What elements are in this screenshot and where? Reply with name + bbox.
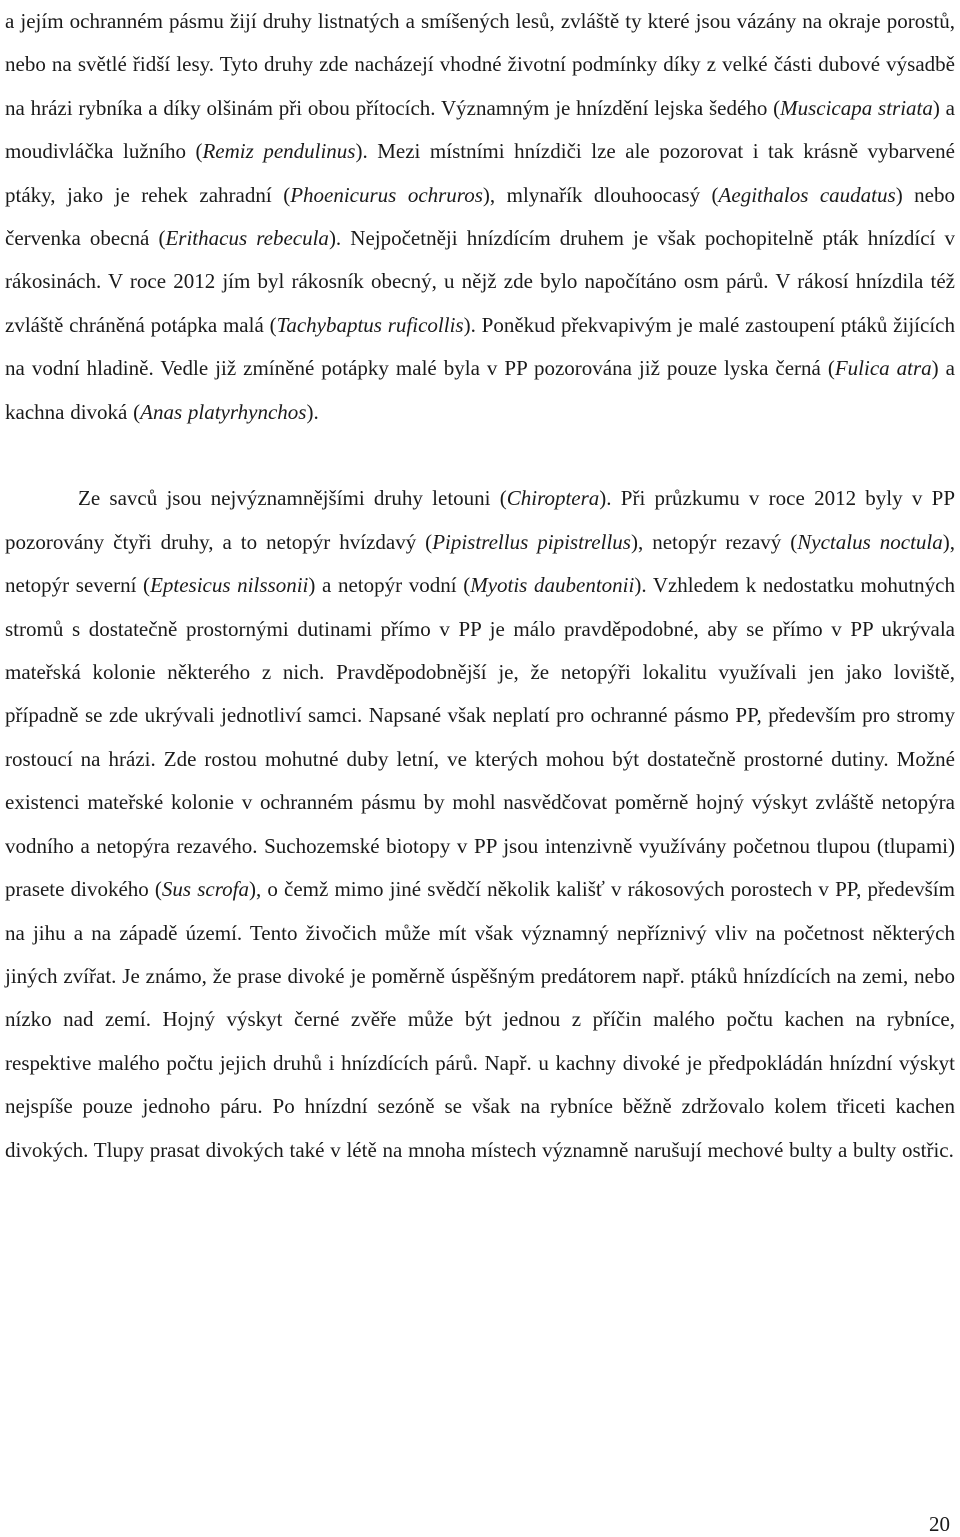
text-run: ), mlynařík dlouhoocasý ( bbox=[482, 182, 719, 207]
text-run: a jejím ochranném pásmu žijí druhy listnatých a smíšených lesů, zvláště ty které jsou vázány na okraje porostů, nebo na světlé řidší lesy. Tyto druhy zde nacházejí vhodné životní podmínky díky z velké části dubové výsadbě na hrázi rybníka a díky olšinám při obou přítocích. Významným je hnízdění lejska šedého ( bbox=[5, 9, 955, 120]
text-run: ). Poněkud překvapivým je malé zastoupení ptáků žijících na vodní hladině. Vedle již zmíněné potápky malé byla v PP pozorována již pouze lyska černá ( bbox=[5, 312, 955, 381]
paragraph-mammals bbox=[5, 477, 955, 1172]
species-name: Pipistrellus pipistrellus bbox=[432, 529, 631, 554]
species-name: Tachybaptus ruficollis bbox=[276, 312, 464, 337]
species-name: Chiroptera bbox=[506, 486, 600, 511]
species-name: Sus scrofa bbox=[161, 877, 249, 902]
species-name: Muscicapa striata bbox=[780, 95, 933, 120]
species-name: Eptesicus nilssonii bbox=[150, 573, 309, 598]
text-run: ), netopýr severní ( bbox=[5, 529, 955, 598]
species-name: Anas platyrhynchos bbox=[140, 399, 307, 424]
text-run: ), o čemž mimo jiné svědčí několik kališť v rákosových porostech v PP, především na jihu a na západě území. Tento živočich může mít však významný nepříznivý vliv na početnost některých jiných zvířat. Je známo, že prase divoké je poměrně úspěšným predátorem např. ptáků hnízdících na zemi, nebo nízko nad zemí. Hojný výskyt černé zvěře může být jednou z příčin malého počtu kachen na rybníce, respektive malého počtu jejich druhů i hnízdících párů. Např. u kachny divoké je předpokládán hnízdní výskyt nejspíše pouze jednoho páru. Po hnízdní sezóně se však na rybníce běžně zdržovalo kolem třiceti kachen divokých. Tlupy prasat divokých také v létě na mnoha místech významně narušují mechové bulty a bulty ostřic. bbox=[5, 877, 955, 1162]
text-run: ). bbox=[306, 399, 319, 424]
text-run: ). Při průzkumu v roce 2012 byly v PP pozorovány čtyři druhy, a to netopýr hvízdavý ( bbox=[5, 486, 955, 554]
species-name: Aegithalos caudatus bbox=[718, 182, 896, 207]
species-name: Fulica atra bbox=[834, 356, 932, 381]
species-name: Erithacus rebecula bbox=[165, 226, 329, 251]
text-run: ), netopýr rezavý ( bbox=[630, 529, 798, 554]
document-body bbox=[5, 0, 955, 1172]
text-run: ). Vzhledem k nedostatku mohutných stromů s dostatečně prostornými dutinami přímo v PP je málo pravděpodobné, aby se přímo v PP ukrývala mateřská kolonie některého z nich. Pravděpodobnější je, že netopýři lokalitu využívali jen jako loviště, případně se zde ukrývali jednotliví samci. Napsané však neplatí pro ochranné pásmo PP, především pro stromy rostoucí na hrázi. Zde rostou mohutné duby letní, ve kterých mohou být dostatečně prostorné dutiny. Možné existenci mateřské kolonie v ochranném pásmu by mohl nasvědčovat poměrně hojný výskyt zvláště netopýra vodního a netopýra rezavého. Suchozemské biotopy v PP jsou intenzivně využívány početnou tlupou (tlupami) prasete divokého ( bbox=[5, 573, 955, 902]
text-run: Ze savců jsou nejvýznamnějšími druhy letouni ( bbox=[78, 486, 507, 511]
page-number: 20 bbox=[929, 1512, 950, 1536]
paragraph-birds bbox=[5, 0, 955, 434]
text-run: ) nebo červenka obecná ( bbox=[5, 182, 955, 251]
text-run: ). Nejpočetněji hnízdícím druhem je však pochopitelně pták hnízdící v rákosinách. V roce 2012 jím byl rákosník obecný, u nějž zde bylo napočítáno osm párů. V rákosí hnízdila též zvláště chráněná potápka malá ( bbox=[5, 226, 956, 337]
species-name: Phoenicurus ochruros bbox=[290, 182, 483, 207]
text-run: ) a kachna divoká ( bbox=[5, 356, 955, 424]
text-run: ) a moudivláčka lužního ( bbox=[5, 95, 955, 164]
text-run: ). Mezi místními hnízdiči lze ale pozorovat i tak krásně vybarvené ptáky, jako je rehek zahradní ( bbox=[5, 139, 956, 207]
text-run: ) a netopýr vodní ( bbox=[308, 573, 471, 598]
species-name: Myotis daubentonii bbox=[470, 573, 635, 598]
species-name: Nyctalus noctula bbox=[797, 529, 943, 554]
species-name: Remiz pendulinus bbox=[202, 139, 356, 164]
